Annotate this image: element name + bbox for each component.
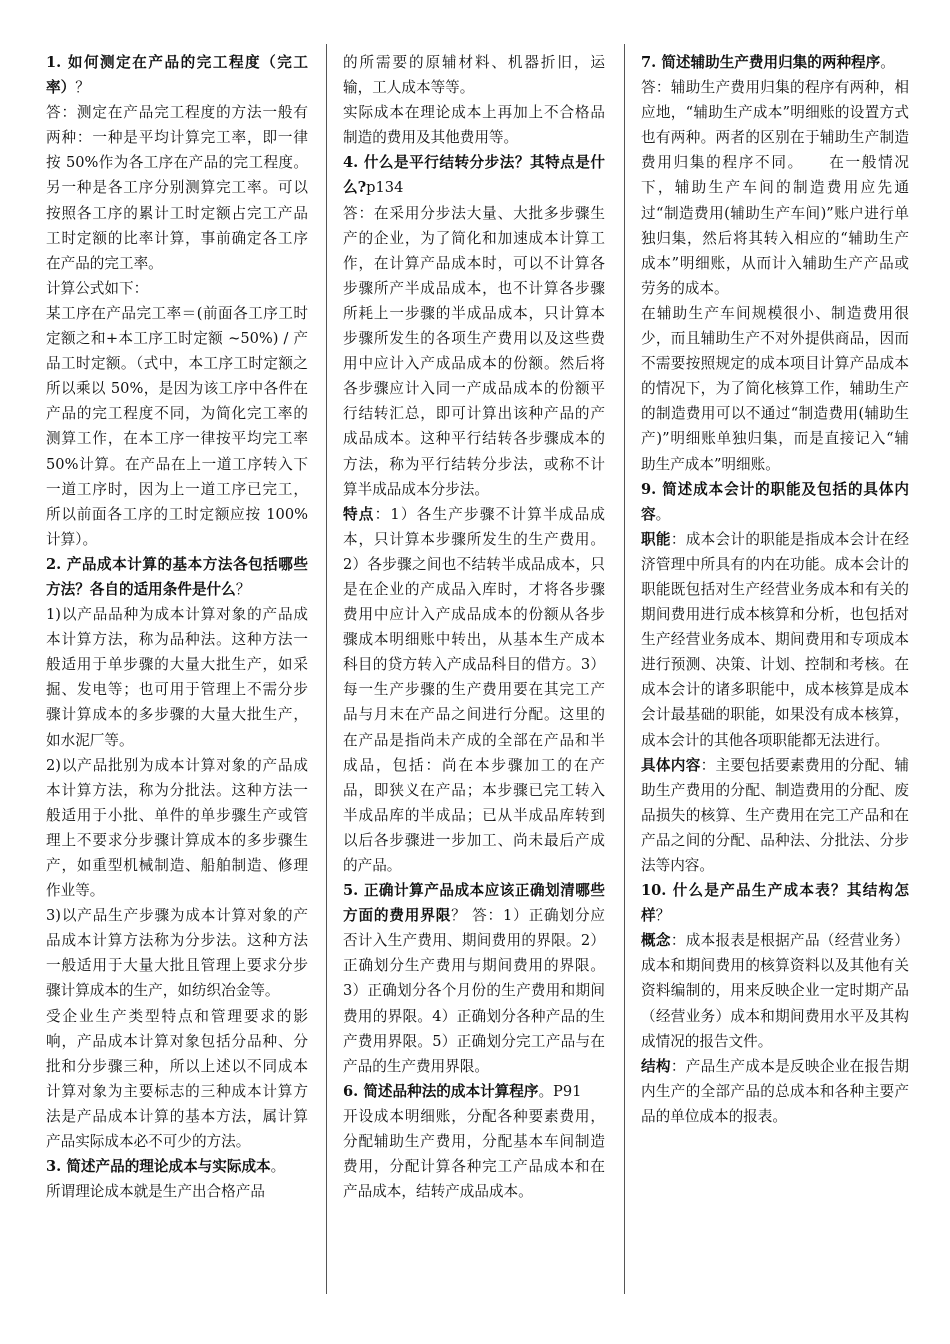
question-title: 5. 正确计算产品成本应该正确划清哪些方面的费用界限 — [343, 882, 605, 925]
labeled-paragraph — [641, 753, 909, 878]
question-tail: ？ — [75, 79, 90, 97]
question-title: 2. 产品成本计算的基本方法各包括哪些方法？各自的适用条件是什么 — [46, 555, 308, 598]
question-heading — [641, 50, 909, 75]
question-tail: 。 — [270, 1158, 286, 1176]
body-paragraph: 受企业生产类型特点和管理要求的影响，产品成本计算对象包括分品种、分批和分步骤三种，所以上述以不同成本计算对象为主要标志的三种成本计算方法是产品成本计算的基本方法，属计算产品实际成本必不可少的方法。 — [46, 1007, 308, 1151]
question-title: 4. 什么是平行结转分步法？其特点是什么? — [343, 154, 605, 197]
question-title: 7. 简述辅助生产费用归集的两种程序 — [641, 54, 881, 71]
question-tail: ？ — [655, 907, 671, 925]
question-heading — [46, 50, 308, 100]
question-heading — [343, 150, 605, 200]
question-tail: 。 — [655, 505, 671, 523]
paragraph-text: ：成本会计的职能是指成本会计在经济管理中所具有的内在功能。成本会计的职能既包括对生产经营业务成本和有关的期间费用进行成本核算和分析，也包括对生产经营业务成本、期间费用和专项成本进行预测、决策、计划、控制和考核。在成本会计的诸多职能中，成本核算是成本会计最基础的职能，如果没有成本核算，成本会计的其他各项职能都无法进行。 — [641, 530, 909, 749]
body-paragraph: 的所需要的原辅材料、机器折旧，运输，工人成本等等。 — [343, 54, 605, 97]
body-paragraph: 3)以产品生产步骤为成本计算对象的产品成本计算方法称为分步法。这种方法一般适用于大量大批且管理上要求分步骤计算成本的生产，如纺织冶金等。 — [46, 907, 308, 1000]
question-title: 10. 什么是产品生产成本表？其结构怎样 — [641, 882, 909, 925]
question-tail: 。P91 — [538, 1082, 582, 1100]
labeled-paragraph — [343, 502, 605, 878]
question-heading — [641, 477, 909, 527]
question-title: 3. 简述产品的理论成本与实际成本 — [46, 1158, 271, 1176]
paragraph-label: 具体内容 — [641, 756, 701, 774]
body-paragraph: 答：辅助生产费用归集的程序有两种，相应地，“辅助生产成本”明细账的设置方式也有两种。两者的区别在于辅助生产制造费用归集的程序不同。 在一般情况下，辅助生产车间的制造费用应先通过“制造费用(辅助生产车间)”账户进行单独归集，然后将其转入相应的“辅助生产成本”明细账，从而计入辅助生产产品或劳务的成本。 — [641, 79, 909, 297]
paragraph-text: ：产品生产成本是反映企业在报告期内生产的全部产品的总成本和各种主要产品的单位成本的报表。 — [641, 1057, 909, 1125]
question-tail: 。 — [880, 54, 895, 71]
question-tail: p134 — [366, 179, 404, 197]
body-paragraph: 实际成本在理论成本上再加上不合格品制造的费用及其他费用等。 — [343, 104, 605, 147]
paragraph-text: ：1）各生产步骤不计算半成品成本，只计算本步骤所发生的生产费用。2）各步骤之间也不结转半成品成本，只是在企业的产成品入库时，才将各步骤费用中应计入产成品成本的份额从各步骤成本明细账中转出，从基本生产成本科目的贷方转入产成品科目的借方。3）每一生产步骤的生产费用要在其完工产品与月末在产品之间进行分配。这里的在产品是指尚未产成的全部在产品和半成品，包括：尚在本步骤加工的在产品，即狭义在产品；本步骤已完工转入半成品库的半成品；已从半成品库转到以后各步骤进一步加工、尚未最后产成的产品。 — [343, 505, 605, 874]
body-paragraph: 2)以产品批别为成本计算对象的产品成本计算方法，称为分批法。这种方法一般适用于小批、单件的单步骤生产或管理上不要求分步骤计算成本的多步骤生产，如重型机械制造、船舶制造、修理作业等。 — [46, 756, 308, 900]
question-heading — [46, 552, 308, 602]
column-divider-2 — [624, 44, 625, 1294]
paragraph-label: 特点 — [343, 505, 375, 523]
body-paragraph: 某工序在产品完工率＝(前面各工序工时定额之和+本工序工时定额 ~50%) / 产品工时定额。（式中，本工序工时定额之所以乘以 50%，是因为该工序中各件在产品的完工程度不同，为简化完工率的测算工作，在本工序一律按平均完工率 50%计算。在产品在上一道工序转入下一道工序时，因为上一道工序已完工，所以前面各工序的工时定额应按 100%计算）。 — [46, 304, 308, 548]
column-3 — [641, 50, 909, 1129]
paragraph-label: 结构 — [641, 1057, 671, 1075]
body-paragraph: 开设成本明细账，分配各种要素费用，分配辅助生产费用，分配基本车间制造费用，分配计算各种完工产品成本和在产品成本，结转产成品成本。 — [343, 1107, 605, 1201]
question-title: 9. 简述成本会计的职能及包括的具体内容 — [641, 480, 909, 523]
column-divider-1 — [326, 44, 327, 1294]
labeled-paragraph — [641, 928, 909, 1053]
paragraph-text: ：主要包括要素费用的分配、辅助生产费用的分配、制造费用的分配、废品损失的核算、生产费用在完工产品和在产品之间的分配、品种法、分批法、分步法等内容。 — [641, 756, 909, 874]
question-heading — [641, 878, 909, 928]
body-paragraph: 答：在采用分步法大量、大批多步骤生产的企业，为了简化和加速成本计算工作，在计算产品成本时，可以不计算各步骤所产半成品成本，也不计算各步骤所耗上一步骤的半成品成本，只计算本步骤所发生的各项生产费用以及这些费用中应计入产成品成本的份额。然后将各步骤应计入同一产成品成本的份额平行结转汇总，即可计算出该种产品的产成品成本。这种平行结转各步骤成本的方法，称为平行结转分步法，或称不计算半成品成本分步法。 — [343, 204, 605, 498]
question-title: 6. 简述品种法的成本计算程序 — [343, 1082, 539, 1100]
question-title: 1. 如何测定在产品的完工程度（完工率） — [46, 54, 308, 97]
body-paragraph: 1)以产品品种为成本计算对象的产品成本计算方法，称为品种法。这种方法一般适用于单步骤的大量大批生产，如采掘、发电等；也可用于管理上不需分步骤计算成本的多步骤的大量大批生产，如水泥厂等。 — [46, 606, 308, 749]
paragraph-label: 职能 — [641, 530, 671, 548]
paragraph-text: ：成本报表是根据产品（经营业务）成本和期间费用的核算资料以及其他有关资料编制的，用来反映企业一定时期产品（经营业务）成本和期间费用水平及其构成情况的报告文件。 — [641, 932, 909, 1050]
column-1 — [46, 50, 308, 1204]
labeled-paragraph — [641, 1054, 909, 1129]
question-tail: ？ — [235, 580, 251, 598]
body-paragraph: 答：测定在产品完工程度的方法一般有两种：一种是平均计算完工率，即一律按 50%作为各工序在产品的完工程度。另一种是各工序分别测算完工率。可以按照各工序的累计工时定额占完工产品工时定额的比率计算，事前确定各工序在产品的完工率。 — [46, 104, 308, 272]
body-paragraph: 所谓理论成本就是生产出合格产品 — [46, 1183, 265, 1201]
question-heading — [46, 1154, 308, 1179]
question-heading — [343, 878, 605, 1079]
body-paragraph: 计算公式如下： — [46, 279, 149, 297]
question-tail: ？ 答：1）正确划分应否计入生产费用、期间费用的界限。2）正确划分生产费用与期间费用的界限。3）正确划分各个月份的生产费用和期间费用的界限。4）正确划分各种产品的生产费用界限。5）正确划分完工产品与在产品的生产费用界限。 — [343, 907, 605, 1075]
question-heading — [343, 1079, 605, 1104]
labeled-paragraph — [641, 527, 909, 753]
body-paragraph: 在辅助生产车间规模很小、制造费用很少，而且辅助生产不对外提供商品，因而不需要按照规定的成本项目计算产品成本的情况下，为了简化核算工作，辅助生产的制造费用可以不通过“制造费用(辅助生产)”明细账单独归集，而是直接记入“辅助生产成本”明细账。 — [641, 304, 909, 473]
paragraph-label: 概念 — [641, 932, 671, 950]
column-2 — [343, 50, 605, 1204]
